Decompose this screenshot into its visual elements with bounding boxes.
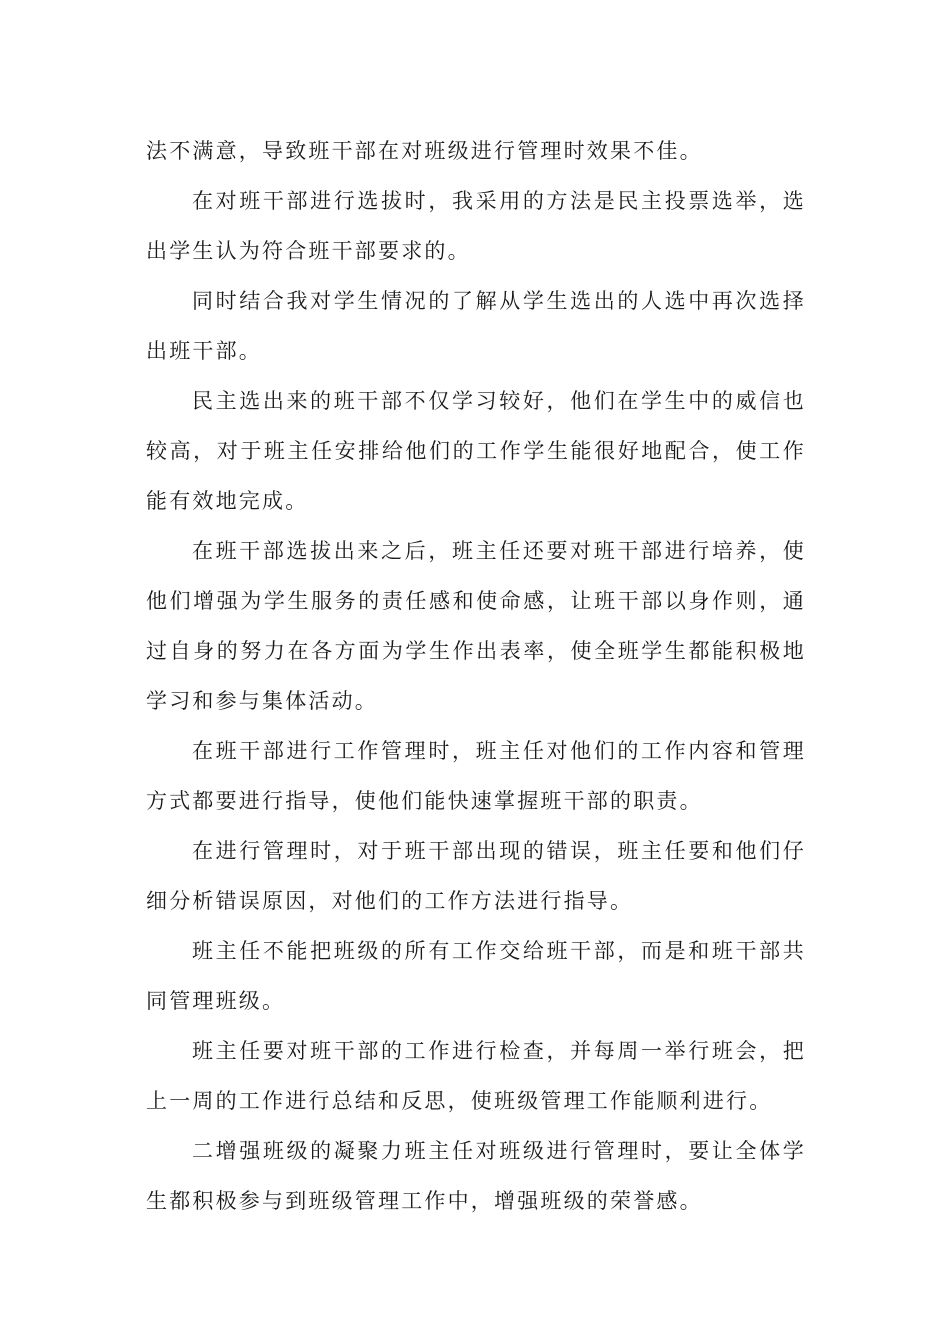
paragraph: 在班干部进行工作管理时，班主任对他们的工作内容和管理方式都要进行指导，使他们能快速掌握班干部的职责。 (146, 739, 806, 813)
paragraph: 班主任要对班干部的工作进行检查，并每周一举行班会，把上一周的工作进行总结和反思，使班级管理工作能顺利进行。 (146, 1039, 806, 1113)
document-body (146, 126, 806, 1226)
paragraph: 在进行管理时，对于班干部出现的错误，班主任要和他们仔细分析错误原因，对他们的工作方法进行指导。 (146, 839, 806, 913)
paragraph: 在对班干部进行选拔时，我采用的方法是民主投票选举，选出学生认为符合班干部要求的。 (146, 189, 806, 263)
paragraph: 在班干部选拔出来之后，班主任还要对班干部进行培养，使他们增强为学生服务的责任感和使命感，让班干部以身作则，通过自身的努力在各方面为学生作出表率，使全班学生都能积极地学习和参与集体活动。 (146, 539, 806, 713)
paragraph-continuation: 法不满意，导致班干部在对班级进行管理时效果不佳。 (146, 139, 703, 163)
paragraph: 二增强班级的凝聚力班主任对班级进行管理时，要让全体学生都积极参与到班级管理工作中，增强班级的荣誉感。 (146, 1139, 806, 1213)
paragraph: 班主任不能把班级的所有工作交给班干部，而是和班干部共同管理班级。 (146, 939, 806, 1013)
paragraph: 民主选出来的班干部不仅学习较好，他们在学生中的威信也较高，对于班主任安排给他们的工作学生能很好地配合，使工作能有效地完成。 (146, 389, 806, 513)
paragraph: 同时结合我对学生情况的了解从学生选出的人选中再次选择出班干部。 (146, 289, 806, 363)
